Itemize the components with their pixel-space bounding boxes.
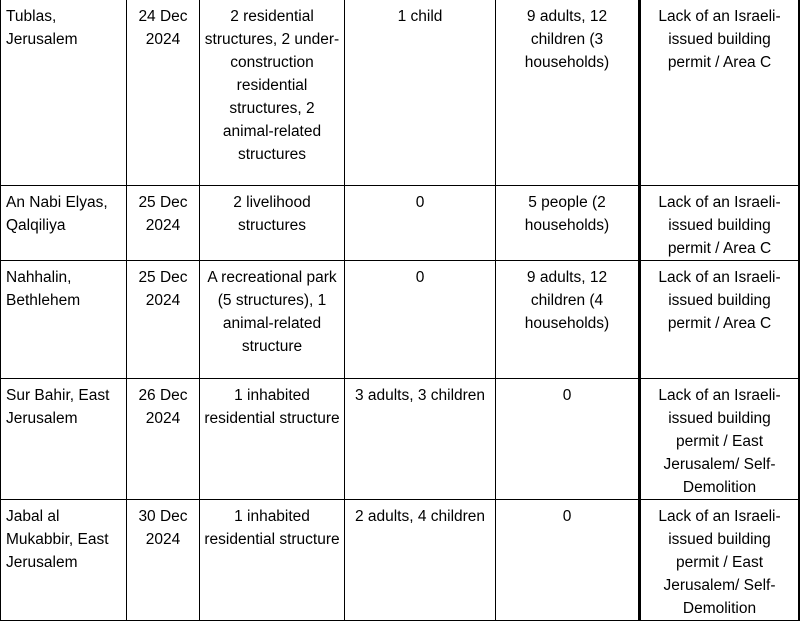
reason-cell: Lack of an Israeli-issued building permit / Area C bbox=[640, 261, 800, 379]
structures-cell: A recreational park (5 structures), 1 animal-related structure bbox=[200, 261, 345, 379]
table-row bbox=[1, 261, 800, 379]
affected-people-cell: 1 child bbox=[345, 0, 496, 186]
location-cell: Jabal al Mukabbir, East Jerusalem bbox=[1, 500, 127, 621]
table-row bbox=[1, 379, 800, 500]
structures-cell: 2 livelihood structures bbox=[200, 186, 345, 261]
structures-cell: 1 inhabited residential structure bbox=[200, 500, 345, 621]
date-cell: 24 Dec 2024 bbox=[127, 0, 200, 186]
affected-people-cell: 0 bbox=[345, 186, 496, 261]
date-cell: 25 Dec 2024 bbox=[127, 261, 200, 379]
date-cell: 25 Dec 2024 bbox=[127, 186, 200, 261]
date-cell: 26 Dec 2024 bbox=[127, 379, 200, 500]
displaced-people-cell: 9 adults, 12 children (4 households) bbox=[496, 261, 640, 379]
structures-cell: 1 inhabited residential structure bbox=[200, 379, 345, 500]
location-cell: Nahhalin, Bethlehem bbox=[1, 261, 127, 379]
reason-cell: Lack of an Israeli-issued building permit / Area C bbox=[640, 186, 800, 261]
displaced-people-cell: 0 bbox=[496, 500, 640, 621]
location-cell: An Nabi Elyas, Qalqiliya bbox=[1, 186, 127, 261]
reason-cell: Lack of an Israeli-issued building permit / East Jerusalem/ Self-Demolition bbox=[640, 500, 800, 621]
displaced-people-cell: 9 adults, 12 children (3 households) bbox=[496, 0, 640, 186]
table-row bbox=[1, 186, 800, 261]
date-cell: 30 Dec 2024 bbox=[127, 500, 200, 621]
reason-cell: Lack of an Israeli-issued building permit / East Jerusalem/ Self-Demolition bbox=[640, 379, 800, 500]
displaced-people-cell: 0 bbox=[496, 379, 640, 500]
location-cell: Tublas, Jerusalem bbox=[1, 0, 127, 186]
table-row bbox=[1, 0, 800, 186]
affected-people-cell: 0 bbox=[345, 261, 496, 379]
structures-cell: 2 residential structures, 2 under-construction residential structures, 2 animal-related structures bbox=[200, 0, 345, 186]
reason-cell: Lack of an Israeli-issued building permit / Area C bbox=[640, 0, 800, 186]
location-cell: Sur Bahir, East Jerusalem bbox=[1, 379, 127, 500]
affected-people-cell: 2 adults, 4 children bbox=[345, 500, 496, 621]
displaced-people-cell: 5 people (2 households) bbox=[496, 186, 640, 261]
table-row bbox=[1, 500, 800, 621]
affected-people-cell: 3 adults, 3 children bbox=[345, 379, 496, 500]
